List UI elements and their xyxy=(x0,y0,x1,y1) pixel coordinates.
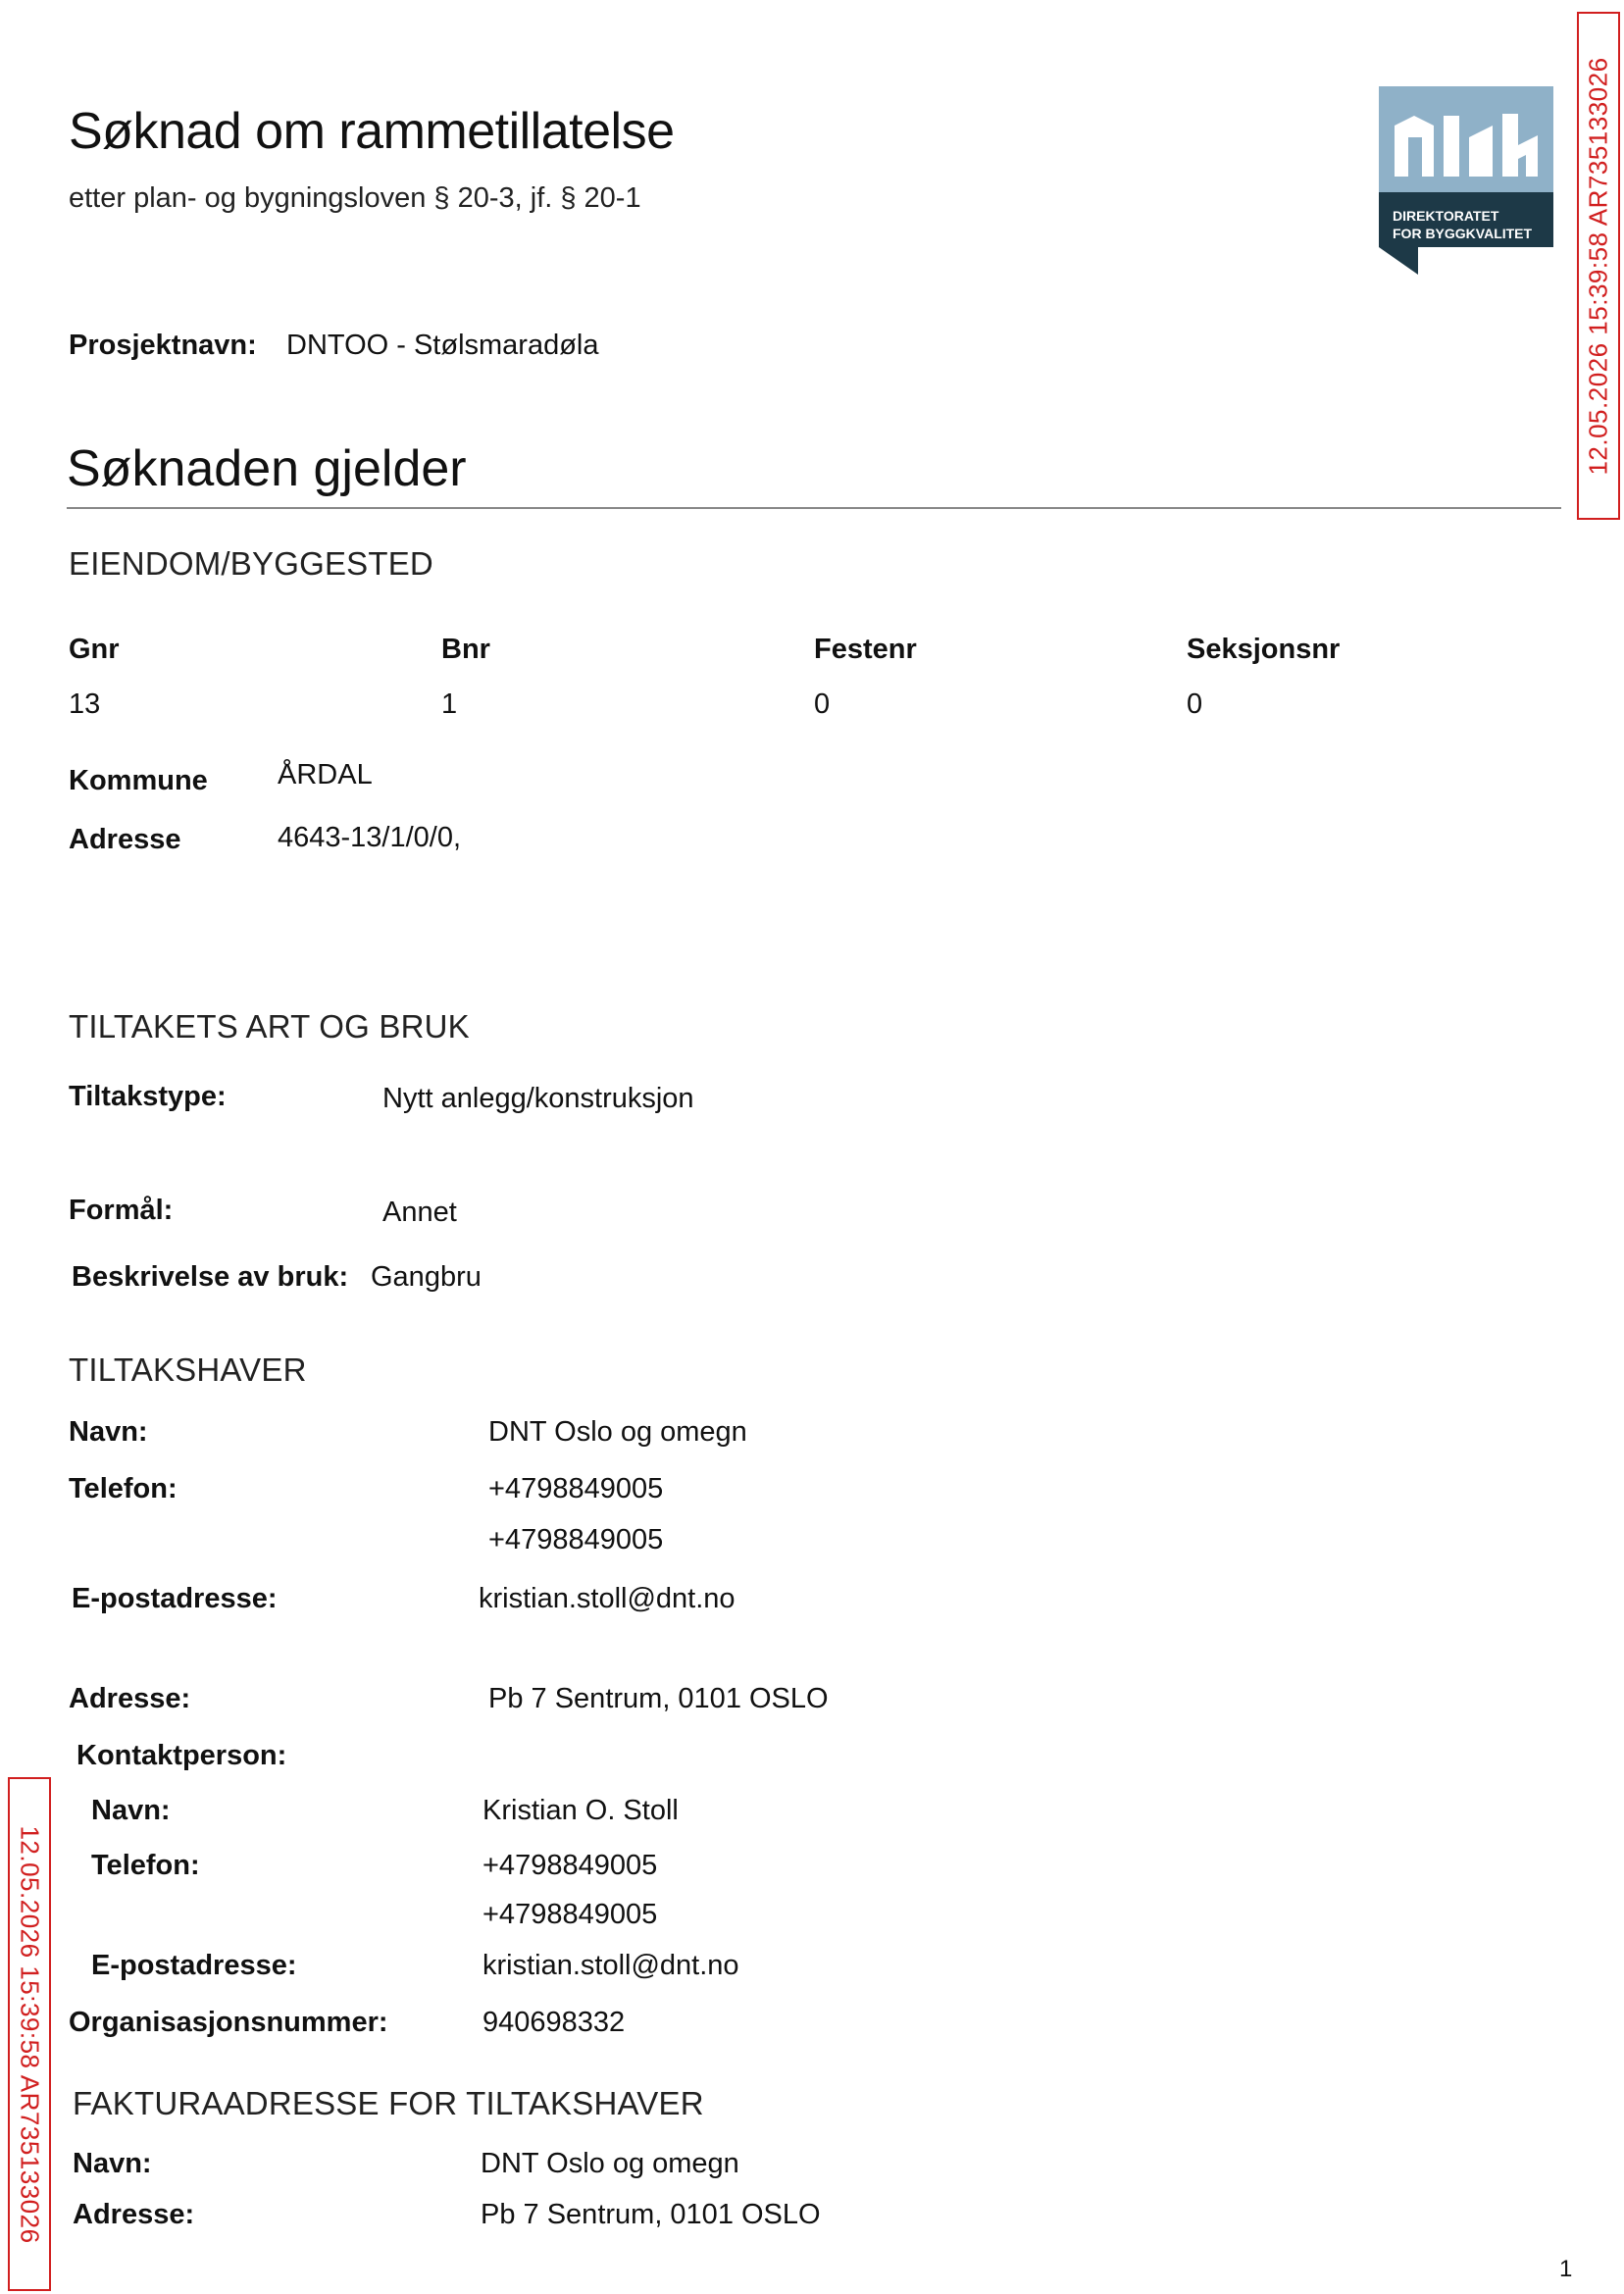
tiltakstype-value: Nytt anlegg/konstruksjon xyxy=(382,1083,694,1114)
tiltakshaver-telefon-value-2: +4798849005 xyxy=(488,1524,664,1555)
property-heading: EIENDOM/BYGGESTED xyxy=(69,545,433,582)
kontakt-telefon-label: Telefon: xyxy=(91,1850,200,1881)
logo-text-line2: FOR BYGGKVALITET xyxy=(1393,226,1533,241)
col-header-seksjonsnr: Seksjonsnr xyxy=(1187,634,1341,665)
logo-text-line1: DIREKTORATET xyxy=(1393,208,1499,224)
kontakt-navn-value: Kristian O. Stoll xyxy=(482,1795,679,1826)
kommune-value: ÅRDAL xyxy=(278,759,373,790)
tiltakshaver-telefon-label: Telefon: xyxy=(69,1473,178,1504)
tiltakshaver-epost-label: E-postadresse: xyxy=(72,1583,278,1614)
col-header-bnr: Bnr xyxy=(441,634,490,665)
tiltakstype-label: Tiltakstype: xyxy=(69,1081,227,1112)
tiltakshaver-telefon-value-1: +4798849005 xyxy=(488,1473,664,1504)
value-seksjonsnr: 0 xyxy=(1187,688,1203,720)
faktura-adresse-label: Adresse: xyxy=(73,2199,195,2230)
tiltakshaver-navn-label: Navn: xyxy=(69,1416,148,1448)
project-label: Prosjektnavn: xyxy=(69,330,257,361)
kontakt-epost-value: kristian.stoll@dnt.no xyxy=(482,1950,739,1981)
col-header-gnr: Gnr xyxy=(69,634,120,665)
tiltak-heading: TILTAKETS ART OG BRUK xyxy=(69,1008,470,1045)
adresse-value: 4643-13/1/0/0, xyxy=(278,822,462,853)
stamp-text: 12.05.2026 15:39:58 AR735133026 xyxy=(1583,56,1613,476)
document-title: Søknad om rammetillatelse xyxy=(69,103,675,160)
tiltakshaver-navn-value: DNT Oslo og omegn xyxy=(488,1416,747,1448)
bruk-label: Beskrivelse av bruk: xyxy=(72,1261,349,1293)
kontakt-epost-label: E-postadresse: xyxy=(91,1950,297,1981)
value-festenr: 0 xyxy=(814,688,831,720)
formal-label: Formål: xyxy=(69,1195,174,1226)
kontaktperson-label: Kontaktperson: xyxy=(76,1740,287,1771)
page-number: 1 xyxy=(1559,2256,1573,2282)
org-number-label: Organisasjonsnummer: xyxy=(69,2007,388,2038)
bruk-value: Gangbru xyxy=(371,1261,482,1293)
org-number-value: 940698332 xyxy=(482,2007,626,2038)
faktura-navn-label: Navn: xyxy=(73,2148,152,2179)
project-value: DNTOO - Stølsmaradøla xyxy=(286,330,599,361)
formal-value: Annet xyxy=(382,1197,457,1228)
timestamp-stamp-right xyxy=(1577,12,1620,520)
tiltakshaver-adresse-value: Pb 7 Sentrum, 0101 OSLO xyxy=(488,1683,829,1714)
kommune-label: Kommune xyxy=(69,765,208,796)
faktura-navn-value: DNT Oslo og omegn xyxy=(481,2148,739,2179)
tiltakshaver-epost-value: kristian.stoll@dnt.no xyxy=(479,1583,736,1614)
value-bnr: 1 xyxy=(441,688,458,720)
faktura-heading: FAKTURAADRESSE FOR TILTAKSHAVER xyxy=(73,2085,704,2121)
tiltakshaver-heading: TILTAKSHAVER xyxy=(69,1351,307,1388)
timestamp-stamp-left xyxy=(8,1777,51,2291)
tiltakshaver-adresse-label: Adresse: xyxy=(69,1683,191,1714)
stamp-text: 12.05.2026 15:39:58 AR735133026 xyxy=(15,1824,45,2244)
kontakt-navn-label: Navn: xyxy=(91,1795,171,1826)
main-heading: Søknaden gjelder xyxy=(67,440,467,497)
col-header-festenr: Festenr xyxy=(814,634,917,665)
kontakt-telefon-value-2: +4798849005 xyxy=(482,1899,658,1930)
dibk-logo xyxy=(1379,86,1553,275)
faktura-adresse-value: Pb 7 Sentrum, 0101 OSLO xyxy=(481,2199,821,2230)
heading-divider xyxy=(67,507,1561,509)
adresse-label: Adresse xyxy=(69,824,181,855)
value-gnr: 13 xyxy=(69,688,101,720)
kontakt-telefon-value-1: +4798849005 xyxy=(482,1850,658,1881)
document-subtitle: etter plan- og bygningsloven § 20-3, jf. § 20-1 xyxy=(69,182,641,214)
